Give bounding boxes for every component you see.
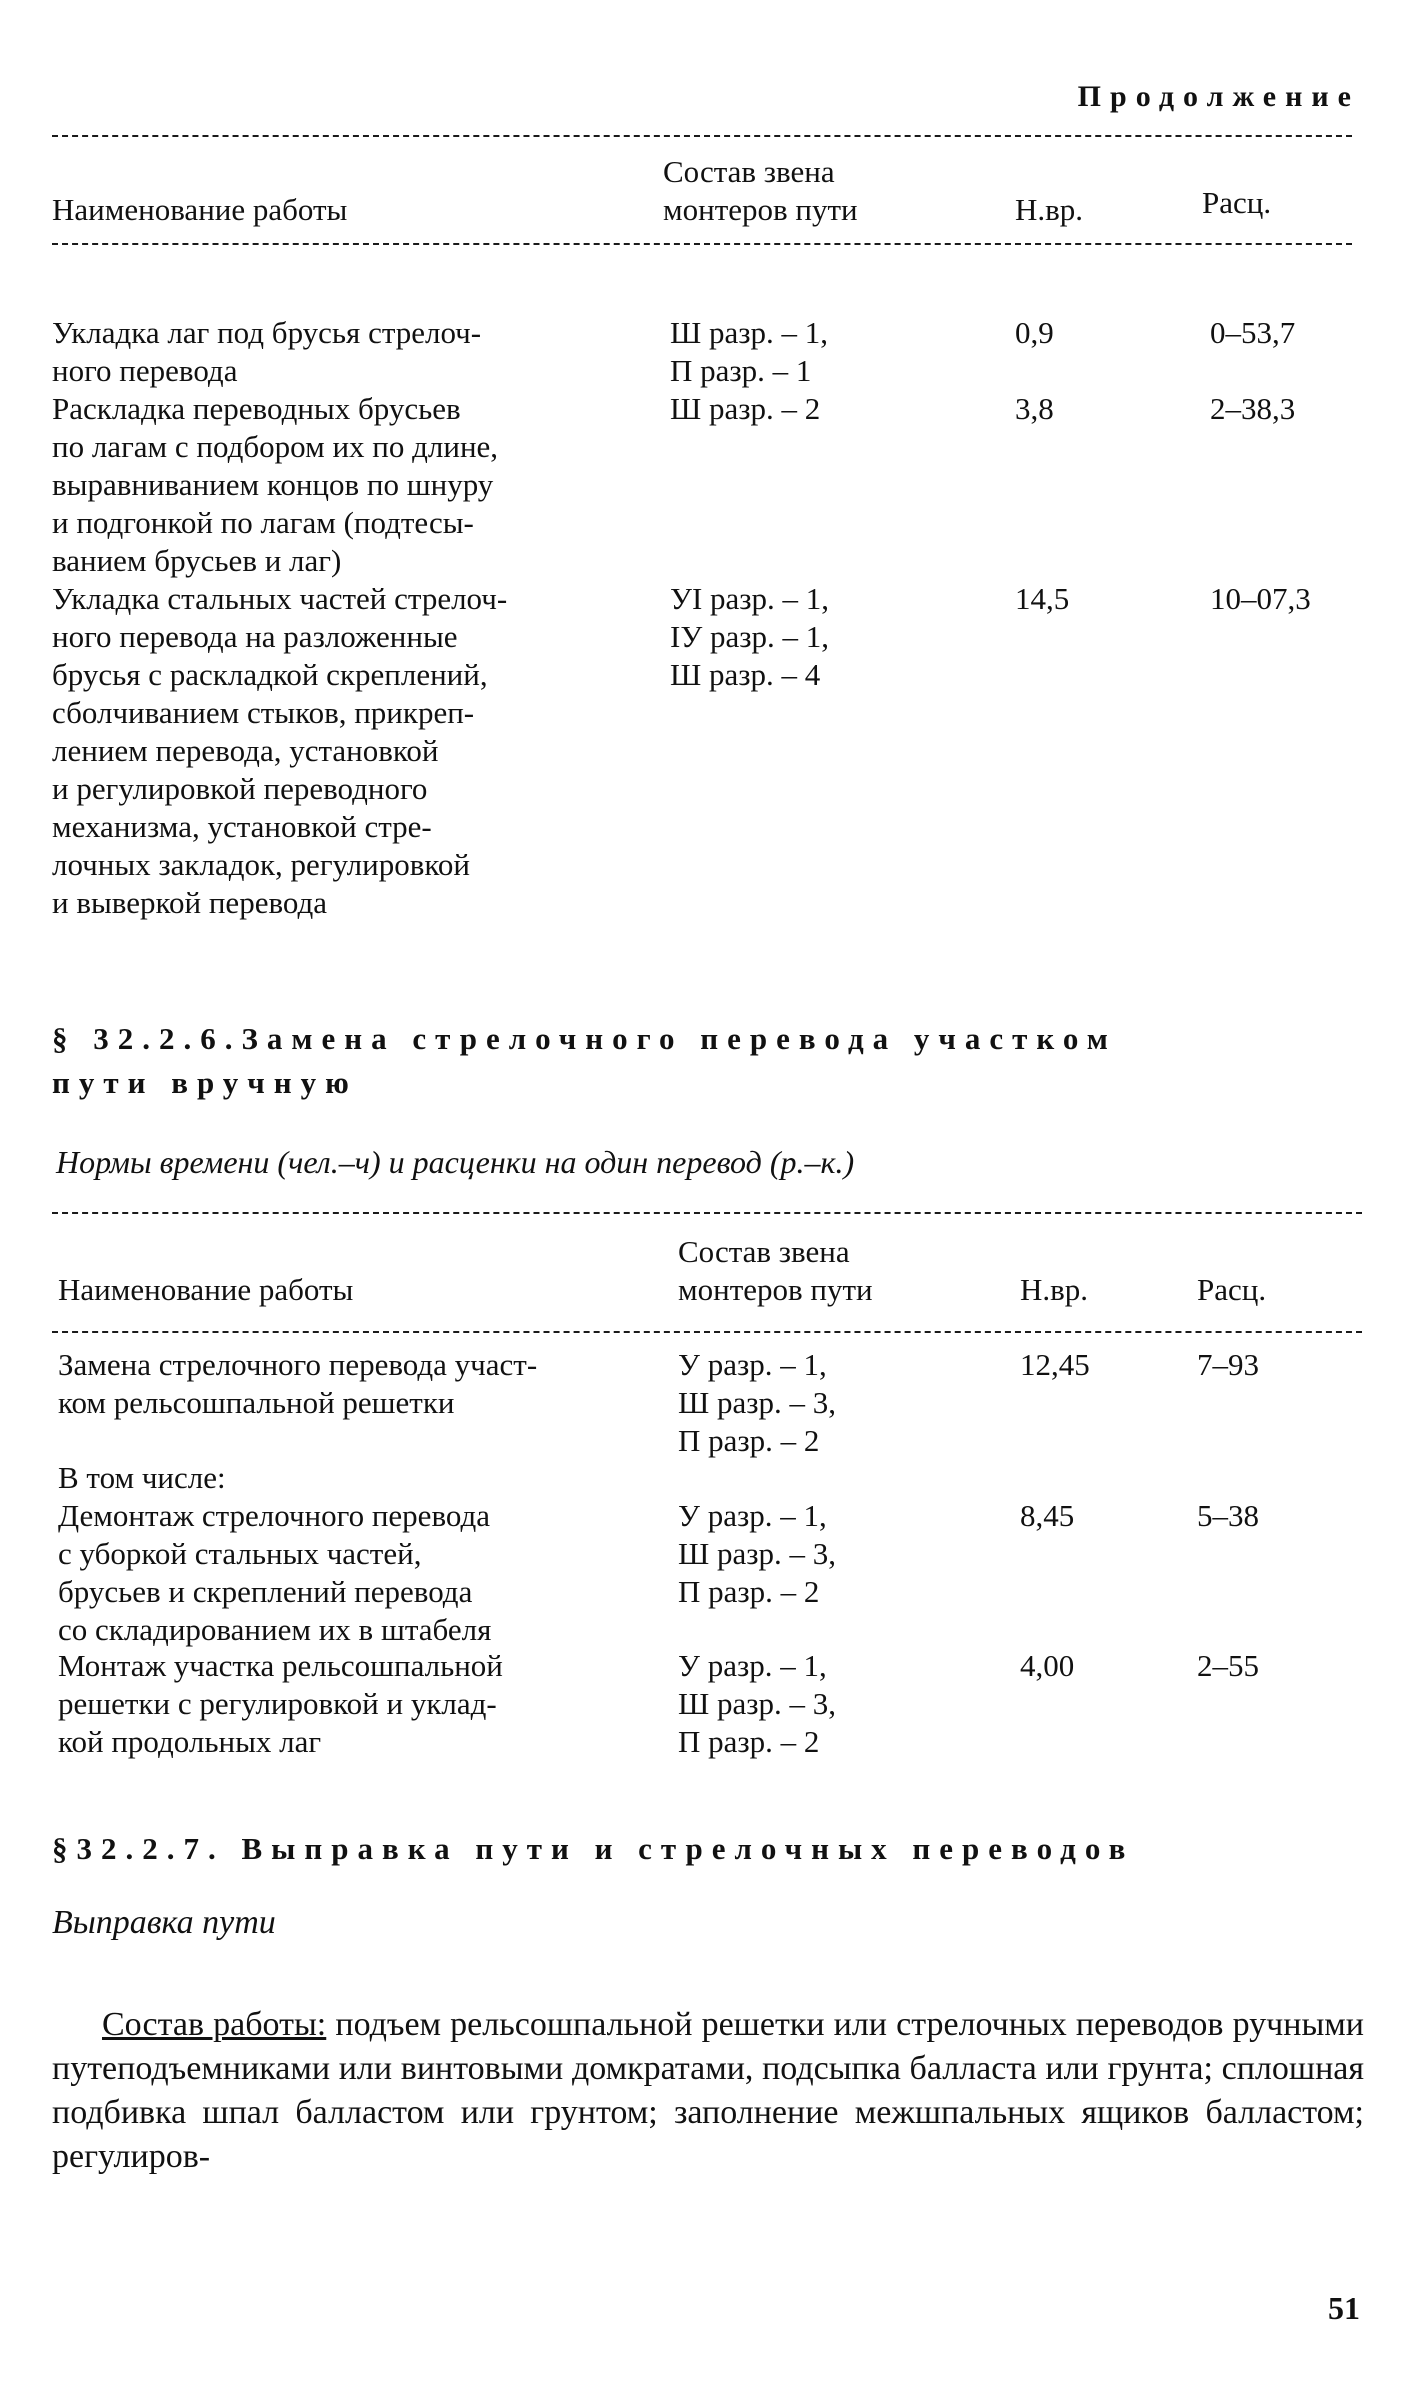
work-composition-paragraph bbox=[52, 2003, 1364, 2179]
table-cell-crew: УI разр. – 1, IУ разр. – 1, Ш разр. – 4 bbox=[670, 581, 830, 692]
table-2-header-rule bbox=[52, 1331, 1362, 1333]
table-cell-rate: 5–38 bbox=[1197, 1498, 1259, 1533]
table-1-header-rate: Расц. bbox=[1202, 185, 1272, 220]
page-number: 51 bbox=[1328, 2290, 1360, 2326]
section-3227-subtitle: Выправка пути bbox=[52, 1904, 276, 1941]
table-row: Раскладка переводных брусьев по лагам с подбором их по длине, выравниванием концов по шнуру и подгонкой по лагам (подтесы- ванием брусьев и лаг) bbox=[52, 391, 499, 578]
table-2-header-crew: Состав звена монтеров пути bbox=[678, 1234, 873, 1307]
table-cell-crew: У разр. – 1, Ш разр. – 3, П разр. – 2 bbox=[678, 1347, 837, 1458]
including-label: В том числе: bbox=[58, 1460, 226, 1495]
table-cell-norm: 3,8 bbox=[1015, 391, 1054, 426]
table-row: Укладка стальных частей стрелоч- ного перевода на разложенные брусья с раскладкой скреплений, сболчиванием стыков, прикреп- лением перевода, установкой и регулировкой переводного механизма, установкой стре- лочных закладок, регулировкой и выверкой перевода bbox=[52, 581, 508, 920]
section-3227-title: §32.2.7. Выправка пути и стрелочных переводов bbox=[52, 1831, 1135, 1866]
table-1-header-name: Наименование работы bbox=[52, 192, 348, 227]
table-cell-rate: 2–55 bbox=[1197, 1648, 1259, 1683]
table-cell-rate: 2–38,3 bbox=[1210, 391, 1296, 426]
table-cell-crew: У разр. – 1, Ш разр. – 3, П разр. – 2 bbox=[678, 1648, 837, 1759]
table-2-header-name: Наименование работы bbox=[58, 1272, 354, 1307]
table-cell-crew: Ш разр. – 1, П разр. – 1 bbox=[670, 315, 829, 388]
table-cell-rate: 7–93 bbox=[1197, 1347, 1259, 1382]
table-1-header-rule bbox=[52, 243, 1352, 245]
section-3226-title-line1: § 32.2.6.Замена стрелочного перевода участком bbox=[52, 1021, 1117, 1056]
continuation-label: Продолжение bbox=[1077, 80, 1360, 113]
table-row: Демонтаж стрелочного перевода с уборкой стальных частей, брусьев и скреплений перевода со складированием их в штабеля bbox=[58, 1498, 492, 1647]
section-3226-subtitle: Нормы времени (чел.–ч) и расценки на один перевод (р.–к.) bbox=[56, 1144, 855, 1180]
table-cell-rate: 0–53,7 bbox=[1210, 315, 1296, 350]
table-row: Монтаж участка рельсошпальной решетки с регулировкой и уклад- кой продольных лаг bbox=[58, 1648, 503, 1759]
table-row: Укладка лаг под брусья стрелоч- ного перевода bbox=[52, 315, 482, 388]
table-cell-norm: 14,5 bbox=[1015, 581, 1070, 616]
table-cell-norm: 8,45 bbox=[1020, 1498, 1075, 1533]
table-1-header-crew: Состав звена монтеров пути bbox=[663, 154, 858, 227]
section-3226-title-line2: пути вручную bbox=[52, 1065, 358, 1100]
table-row: Замена стрелочного перевода участ- ком рельсошпальной решетки bbox=[58, 1347, 538, 1420]
table-1-top-rule bbox=[52, 135, 1352, 137]
table-cell-rate: 10–07,3 bbox=[1210, 581, 1311, 616]
table-2-header-norm: Н.вр. bbox=[1020, 1272, 1089, 1307]
table-cell-norm: 0,9 bbox=[1015, 315, 1054, 350]
table-cell-crew: Ш разр. – 2 bbox=[670, 391, 821, 426]
table-cell-norm: 12,45 bbox=[1020, 1347, 1090, 1382]
table-2-top-rule bbox=[52, 1212, 1362, 1214]
work-composition-text: подъем рельсошпальной решетки или стрелочных переводов ручными путеподъемниками или винтовыми домкратами, подсыпка балласта или грунта; сплошная подбивка шпал балластом или грунтом; заполнение межшпальных ящиков балластом; регулиров- bbox=[52, 2006, 1365, 2175]
work-composition-lead: Состав работы: bbox=[102, 2006, 327, 2043]
table-1-header-norm: Н.вр. bbox=[1015, 192, 1084, 227]
table-cell-crew: У разр. – 1, Ш разр. – 3, П разр. – 2 bbox=[678, 1498, 837, 1609]
table-cell-norm: 4,00 bbox=[1020, 1648, 1075, 1683]
table-2-header-rate: Расц. bbox=[1197, 1272, 1267, 1307]
